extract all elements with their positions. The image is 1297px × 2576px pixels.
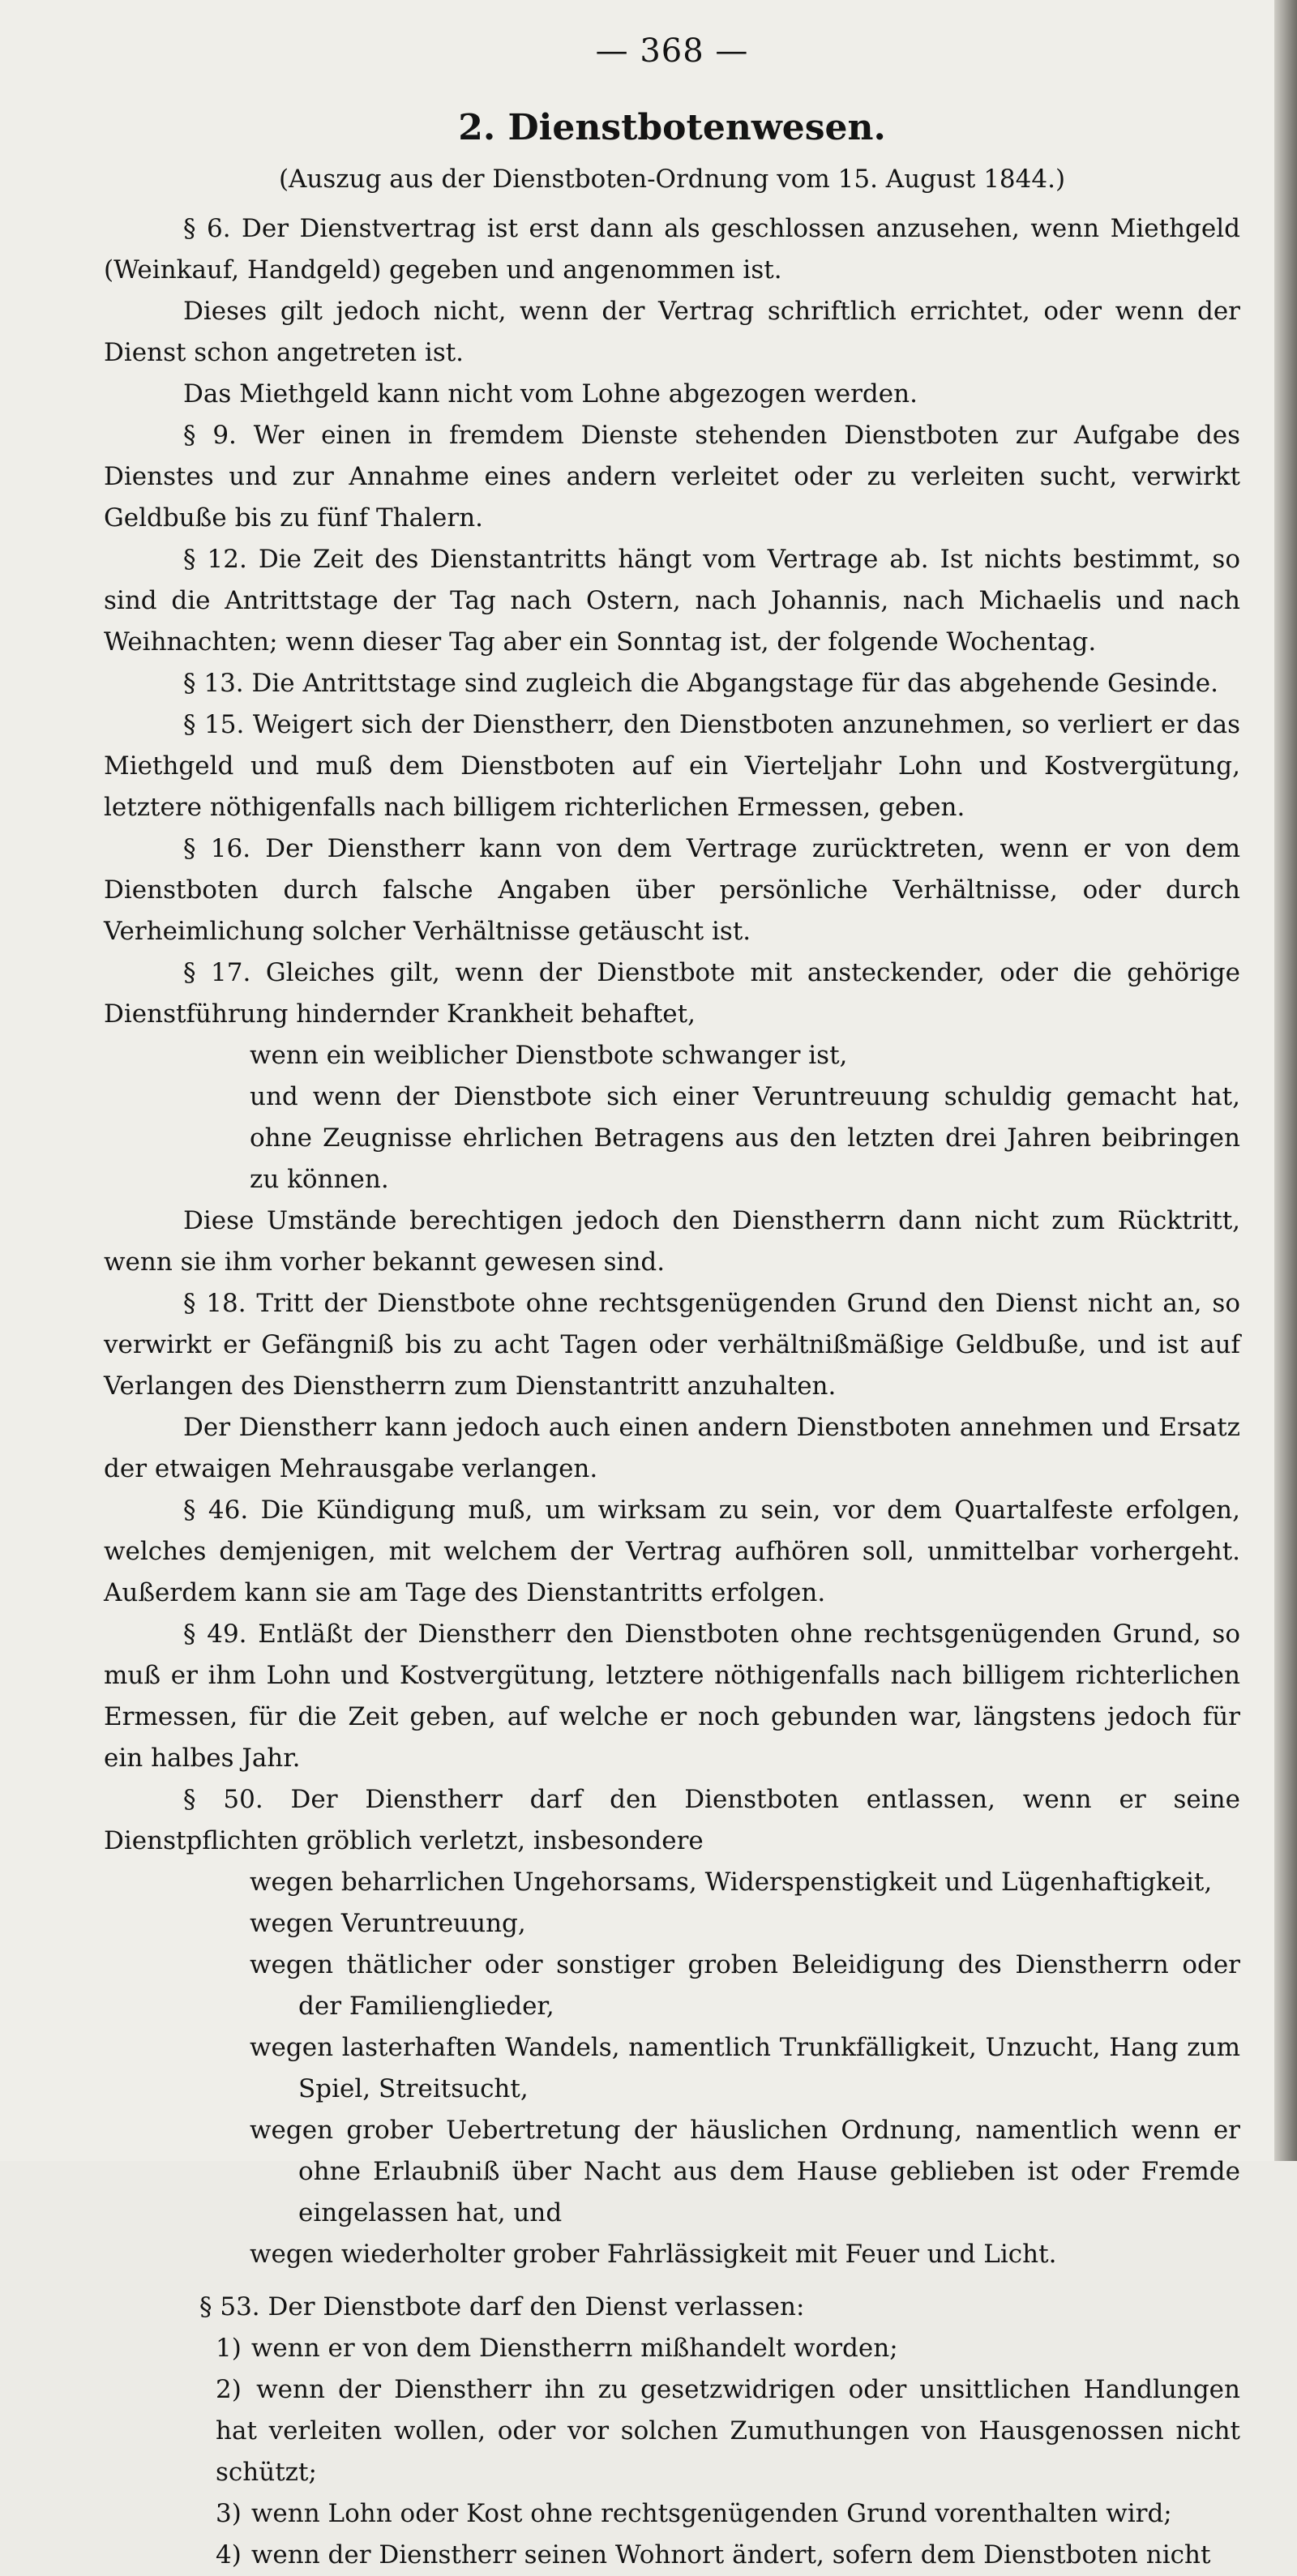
body-text — [104, 208, 1240, 2576]
list-item-number: 2) — [216, 2375, 242, 2404]
list-item-text: wenn Lohn oder Kost ohne rechtsgenügenden Grund vorenthalten wird; — [250, 2499, 1172, 2528]
paragraph-6-note-2: Das Miethgeld kann nicht vom Lohne abgezogen werden. — [183, 379, 918, 409]
section-title: 2. Dienstbotenwesen. — [458, 107, 886, 148]
list-item — [216, 2369, 1240, 2493]
paragraph-18: § 18. Tritt der Dienstbote ohne rechtsgenügenden Grund den Dienst nicht an, so verwirkt er Gefängniß bis zu acht Tagen oder verhältnißmäßige Geldbuße, und ist auf Verlangen des Dienstherrn zum Dienstantritt anzuhalten. — [104, 1289, 1240, 1401]
paragraph-50-item: wegen Veruntreuung, — [250, 1909, 526, 1938]
paragraph-49: § 49. Entläßt der Dienstherr den Dienstboten ohne rechtsgenügenden Grund, so muß er ihm Lohn und Kostvergütung, letztere nöthigenfalls nach billigem richterlichen Ermessen, für die Zeit geben, auf welche er noch gebunden war, längstens jedoch für ein halbes Jahr. — [104, 1620, 1240, 1773]
list-item — [216, 2535, 1240, 2576]
paragraph-9: § 9. Wer einen in fremdem Dienste stehenden Dienstboten zur Aufgabe des Dienstes und zur Annahme eines andern verleitet oder zu verleiten sucht, verwirkt Geldbuße bis zu fünf Thalern. — [104, 421, 1240, 533]
paragraph-18-note: Der Dienstherr kann jedoch auch einen andern Dienstboten annehmen und Ersatz der etwaigen Mehrausgabe verlangen. — [104, 1413, 1240, 1483]
paragraph-53-list — [216, 2328, 1240, 2576]
page-number: — 368 — — [595, 32, 749, 70]
paragraph-16: § 16. Der Dienstherr kann von dem Vertrage zurücktreten, wenn er von dem Dienstboten durch falsche Angaben über persönliche Verhältnisse, oder durch Verheimlichung solcher Verhältnisse getäuscht ist. — [104, 834, 1240, 946]
paragraph-50-item: wegen lasterhaften Wandels, namentlich Trunkfälligkeit, Unzucht, Hang zum Spiel, Streitsucht, — [250, 2033, 1240, 2103]
list-item-text: wenn er von dem Dienstherrn mißhandelt worden; — [250, 2334, 898, 2363]
paragraph-17-end: Diese Umstände berechtigen jedoch den Dienstherrn dann nicht zum Rücktritt, wenn sie ihm vorher bekannt gewesen sind. — [104, 1206, 1240, 1277]
list-item-number: 1) — [216, 2334, 242, 2363]
paragraph-50-item: wegen wiederholter grober Fahrlässigkeit mit Feuer und Licht. — [250, 2240, 1057, 2269]
paragraph-17: § 17. Gleiches gilt, wenn der Dienstbote mit ansteckender, oder die gehörige Dienstführung hindernder Krankheit behaftet, — [104, 958, 1240, 1029]
list-item-number: 3) — [216, 2499, 242, 2528]
paragraph-6: § 6. Der Dienstvertrag ist erst dann als geschlossen anzusehen, wenn Miethgeld (Weinkauf, Handgeld) gegeben und angenommen ist. — [104, 214, 1240, 285]
paragraph-50-item: wegen beharrlichen Ungehorsams, Widerspenstigkeit und Lügenhaftigkeit, — [250, 1868, 1213, 1897]
list-item — [216, 2493, 1240, 2535]
paragraph-13: § 13. Die Antrittstage sind zugleich die Abgangstage für das abgehende Gesinde. — [183, 669, 1219, 698]
paragraph-12: § 12. Die Zeit des Dienstantritts hängt vom Vertrage ab. Ist nichts bestimmt, so sind die Antrittstage der Tag nach Ostern, nach Johannis, nach Michaelis und nach Weihnachten; wenn dieser Tag aber ein Sonntag ist, der folgende Wochentag. — [104, 545, 1240, 657]
paragraph-50-item: wegen thätlicher oder sonstiger groben Beleidigung des Dienstherrn oder der Familienglieder, — [250, 1950, 1240, 2021]
paragraph-15: § 15. Weigert sich der Dienstherr, den Dienstboten anzunehmen, so verliert er das Miethgeld und muß dem Dienstboten auf ein Vierteljahr Lohn und Kostvergütung, letztere nöthigenfalls nach billigem richterlichen Ermessen, geben. — [104, 710, 1240, 822]
page-edge-shadow — [1274, 0, 1297, 2161]
section-subtitle: (Auszug aus der Dienstboten-Ordnung vom 15. August 1844.) — [278, 165, 1066, 194]
list-item — [216, 2328, 1240, 2369]
paragraph-46: § 46. Die Kündigung muß, um wirksam zu sein, vor dem Quartalfeste erfolgen, welches demjenigen, mit welchem der Vertrag aufhören soll, unmittelbar vorhergeht. Außerdem kann sie am Tage des Dienstantritts erfolgen. — [104, 1496, 1240, 1607]
paragraph-17-item: und wenn der Dienstbote sich einer Veruntreuung schuldig gemacht hat, ohne Zeugnisse ehrlichen Betragens aus den letzten drei Jahren beibringen zu können. — [250, 1082, 1240, 1194]
paragraph-6-note: Dieses gilt jedoch nicht, wenn der Vertrag schriftlich errichtet, oder wenn der Dienst schon angetreten ist. — [104, 297, 1240, 367]
paragraph-17-item: wenn ein weiblicher Dienstbote schwanger ist, — [250, 1041, 848, 1070]
list-item-text: wenn der Dienstherr seinen Wohnort ändert, sofern dem Dienstboten nicht — [250, 2540, 1211, 2570]
paragraph-53: § 53. Der Dienstbote darf den Dienst verlassen: — [199, 2292, 805, 2321]
paragraph-50: § 50. Der Dienstherr darf den Dienstboten entlassen, wenn er seine Dienstpflichten gröblich verletzt, insbesondere — [104, 1785, 1240, 1855]
paragraph-50-item: wegen grober Uebertretung der häuslichen Ordnung, namentlich wenn er ohne Erlaubniß über Nacht aus dem Hause geblieben ist oder Fremde eingelassen hat, und — [250, 2116, 1240, 2227]
list-item-number: 4) — [216, 2540, 242, 2570]
list-item-text: wenn der Dienstherr ihn zu gesetzwidrigen oder unsittlichen Handlungen hat verleiten wollen, oder vor solchen Zumuthungen von Hausgenossen nicht schützt; — [216, 2375, 1240, 2487]
